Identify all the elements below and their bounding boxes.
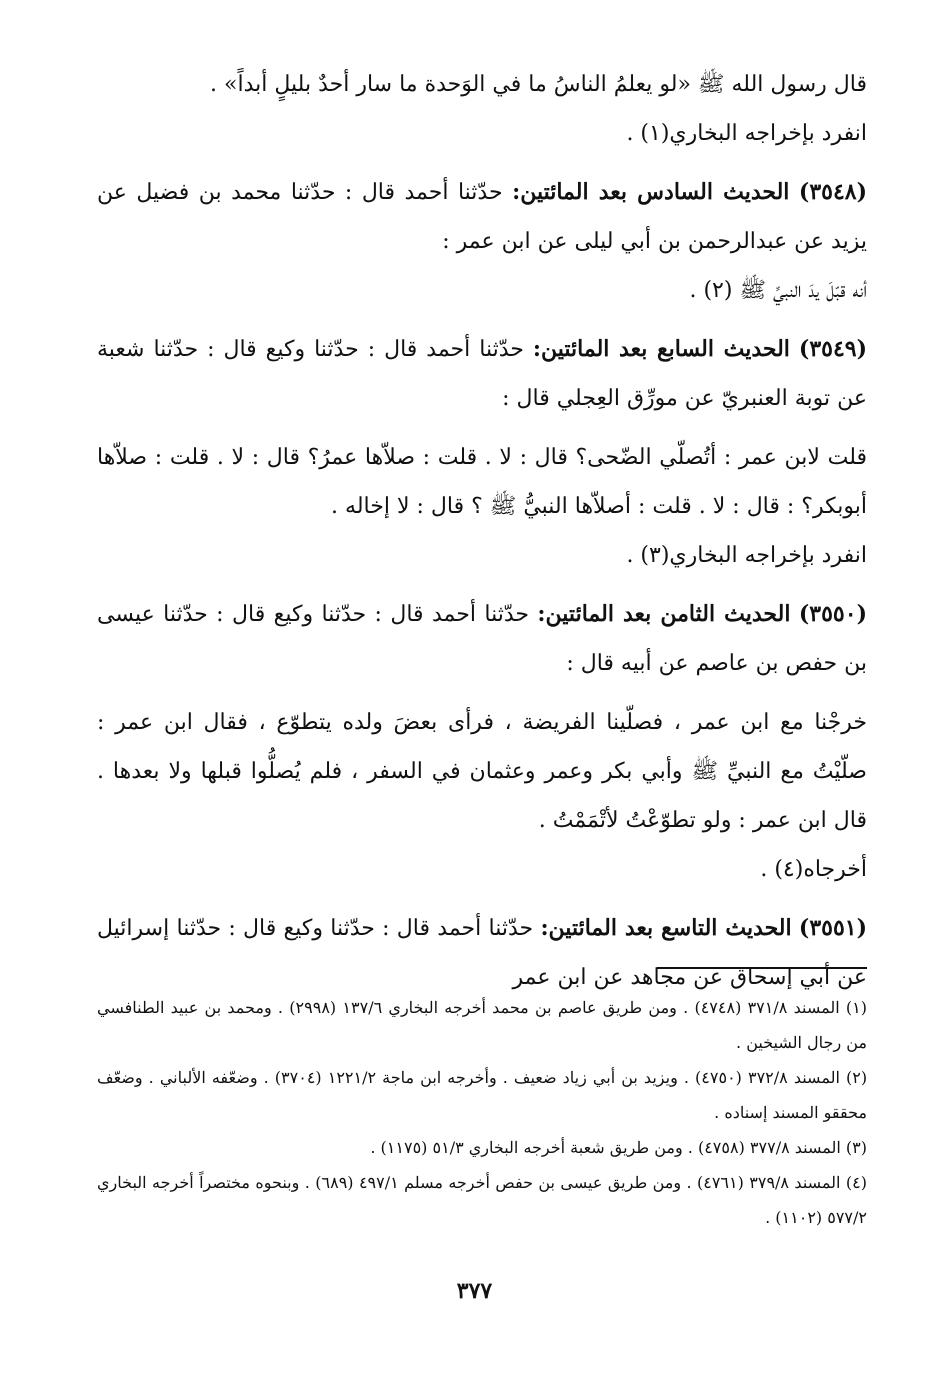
- hadith-3549-matn: قلت لابن عمر : أتُصلّي الضّحى؟ قال : لا . قلت : صلاّها عمرُ؟ قال : لا . قلت : صلاّها أبوبكر؟ : قال : لا . قلت : أصلاّها النبيُّ ﷺ ؟ قال : لا إخاله .: [97, 445, 867, 519]
- hadith-number: (٣٥٤٨): [798, 179, 867, 205]
- hadith-3550-chain: [97, 590, 867, 688]
- isnad-text: حدّثنا أحمد قال : حدّثنا وكيع قال : حدّثنا إسرائيل عن أبي إسحاق عن مجاهد عن ابن عمر: [97, 916, 867, 990]
- hadith-heading: الحديث التاسع بعد المائتين:: [540, 915, 792, 941]
- attribution-note: انفرد بإخراجه البخاري(٣) .: [626, 543, 867, 568]
- hadith-3549-chain: [97, 325, 867, 423]
- main-text: [97, 60, 867, 1002]
- footnote-4: (٤) المسند ٣٧٩/٨ (٤٧٦١) . ومن طريق عيسى بن حفص أخرجه مسلم ٤٩٧/١ (٦٨٩) . وبنحوه مختصراً أخرجه البخاري ٥٧٧/٢ (١١٠٢) .: [97, 1173, 867, 1227]
- footnote-2: (٢) المسند ٣٧٢/٨ (٤٧٥٠) . ويزيد بن أبي زياد ضعيف . وأخرجه ابن ماجة ١٢٢١/٢ (٣٧٠٤) . وضعّفه الألباني . وضعّف محققو المسند إسناده .: [97, 1068, 868, 1122]
- footnote-3: (٣) المسند ٣٧٧/٨ (٤٧٥٨) . ومن طريق شعبة أخرجه البخاري ٥١/٣ (١١٧٥) .: [370, 1138, 867, 1157]
- isnad-text: حدّثنا أحمد قال : حدّثنا محمد بن فضيل عن يزيد عن عبدالرحمن بن أبي ليلى عن ابن عمر :: [97, 180, 867, 254]
- footnotes: [97, 990, 867, 1235]
- hadith-number: (٣٥٥١): [798, 915, 868, 941]
- hadith-3551-chain: [97, 904, 867, 1002]
- footnote-1: (١) المسند ٣٧١/٨ (٤٧٤٨) . ومن طريق عاصم بن محمد أخرجه البخاري ١٣٧/٦ (٢٩٩٨) . ومحمد بن عبيد الطنافسي من رجال الشيخين .: [97, 998, 868, 1052]
- hadith-number: (٣٥٤٩): [798, 336, 868, 362]
- attribution-note: انفرد بإخراجه البخاري(١) .: [626, 121, 867, 146]
- footnote-separator: [657, 967, 867, 969]
- hadith-3548-chain: [97, 168, 867, 266]
- hadith-number: (٣٥٥٠): [798, 601, 867, 627]
- isnad-text: حدّثنا أحمد قال : حدّثنا وكيع قال : حدّثنا عيسى بن حفص بن عاصم عن أبيه قال :: [97, 602, 867, 676]
- page-number: ٣٧٧: [456, 1278, 493, 1304]
- hadith-heading: الحديث السابع بعد المائتين:: [532, 336, 790, 362]
- hadith-3550-matn: خرجْنا مع ابن عمر ، فصلّينا الفريضة ، فرأى بعضَ ولده يتطوّع ، فقال ابن عمر : صلّيْتُ مع النبيِّ ﷺ وأبي بكر وعمر وعثمان في السفر ، فلم يُصلُّوا قبلها ولا بعدها . قال ابن عمر : ولو تطوّعْتُ لأتْمَمْتُ .: [97, 710, 867, 833]
- attribution-note: أخرجاه(٤) .: [760, 857, 867, 882]
- hadith-3548-matn: أنه قبّلَ يدَ النبيِّ ﷺ (٢) .: [689, 278, 867, 303]
- hadith-heading: الحديث الثامن بعد المائتين:: [537, 601, 791, 627]
- isnad-text: حدّثنا أحمد قال : حدّثنا وكيع قال : حدّثنا شعبة عن توبة العنبريّ عن مورِّق العِجلي قال :: [97, 337, 867, 411]
- hadith-heading: الحديث السادس بعد المائتين:: [512, 179, 790, 205]
- hadith-text-line: قال رسول الله ﷺ «لو يعلمُ الناسُ ما في الوَحدة ما سار أحدٌ بليلٍ أبداً» .: [210, 72, 867, 97]
